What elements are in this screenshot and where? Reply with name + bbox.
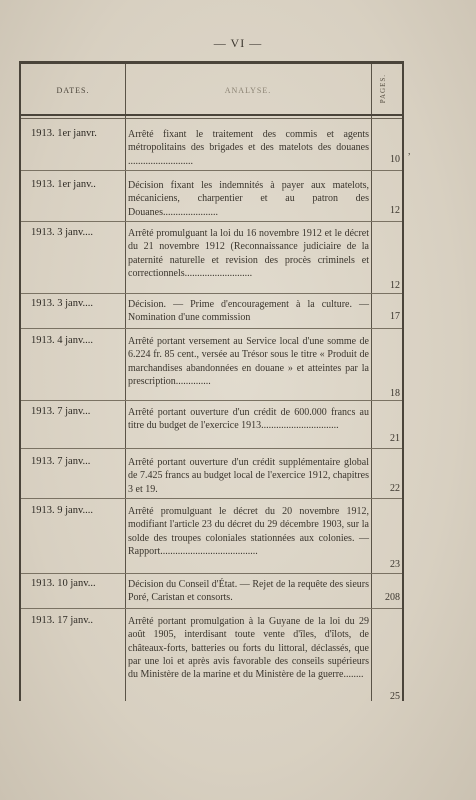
row-divider xyxy=(21,498,402,499)
row-date: 1913. 7 janv... xyxy=(31,456,91,467)
row-analysis: Arrêté portant ouverture d'un crédit supplémentaire global de 7.425 francs au budget local de l'exercice 1912, chapitres 3 et 19. xyxy=(128,457,369,495)
row-divider xyxy=(21,170,402,171)
row-divider xyxy=(21,400,402,401)
row-divider xyxy=(21,448,402,449)
row-page: 208 xyxy=(385,592,400,603)
row-date: 1913. 4 janv.... xyxy=(31,335,94,346)
row-date: 1913. 9 janv.... xyxy=(31,505,94,516)
row-analysis: Arrêté portant versement au Service local d'une somme de 6.224 fr. 85 cent., versée au Trésor sous le titre « Produit de marchandises abandonnées en douane » et atteintes par la prescription.............. xyxy=(128,336,369,387)
margin-mark: , xyxy=(408,146,411,157)
row-date: 1913. 17 janv.. xyxy=(31,615,94,626)
row-page: 21 xyxy=(390,433,400,444)
row-analysis: Décision du Conseil d'État. — Rejet de la requête des sieurs Poré, Caristan et consorts. xyxy=(128,579,369,604)
row-date: 1913. 10 janv... xyxy=(31,578,96,589)
row-page: 18 xyxy=(390,388,400,399)
header-dates: DATES. xyxy=(56,86,90,95)
row-analysis: Arrêté portant ouverture d'un crédit de 600.000 francs au titre du budget de l'exercice 1913............................... xyxy=(128,407,369,432)
row-date: 1913. 3 janv.... xyxy=(31,298,94,309)
row-analysis: Arrêté promulguant le décret du 20 novembre 1912, modifiant l'article 23 du décret du 29 décembre 1903, sur la solde des troupes coloniales stationnées aux colonies. — Rapport....................................... xyxy=(128,506,369,557)
row-date: 1913. 3 janv.... xyxy=(31,227,94,238)
row-page: 17 xyxy=(390,311,400,322)
column-divider-pages xyxy=(371,64,372,701)
row-page: 25 xyxy=(390,691,400,702)
row-analysis: Arrêté fixant le traitement des commis et agents métropolitains des brigades et des matelots des douanes .......................... xyxy=(128,129,369,167)
row-date: 1913. 1er janvr. xyxy=(31,128,97,139)
row-page: 10 xyxy=(390,154,400,165)
row-page: 12 xyxy=(390,205,400,216)
row-date: 1913. 1er janv.. xyxy=(31,179,96,190)
row-divider xyxy=(21,328,402,329)
row-analysis: Décision. — Prime d'encouragement à la culture. — Nomination d'une commission xyxy=(128,299,369,324)
row-page: 23 xyxy=(390,559,400,570)
row-page: 22 xyxy=(390,483,400,494)
row-divider xyxy=(21,608,402,609)
row-divider xyxy=(21,573,402,574)
header-rule xyxy=(21,114,402,116)
row-analysis: Décision fixant les indemnités à payer aux matelots, mécaniciens, charpentier et au patron des Douanes...................... xyxy=(128,180,369,218)
header-pages: PAGES. xyxy=(379,74,387,104)
page-number: — VI — xyxy=(213,36,263,50)
row-divider xyxy=(21,221,402,222)
header-analysis: ANALYSE. xyxy=(224,86,272,95)
index-table xyxy=(19,61,404,701)
column-divider-dates xyxy=(125,64,126,701)
row-page: 12 xyxy=(390,280,400,291)
row-analysis: Arrêté promulguant la loi du 16 novembre 1912 et le décret du 21 novembre 1912 (Reconnaissance judiciaire de la paternité naturelle et revision des procès criminels et correctionnels........................... xyxy=(128,228,369,279)
row-divider xyxy=(21,293,402,294)
row-analysis: Arrêté portant promulgation à la Guyane de la loi du 29 août 1905, interdisant toute vente d'îles, d'îlots, de châteaux-forts, batteries ou forts du littoral, déclassés, que par une loi et après avis favorable des conseils supérieurs du Ministère de la marine et du Ministère de la guerre........ xyxy=(128,616,369,681)
header-rule-thin xyxy=(21,118,402,119)
row-date: 1913. 7 janv... xyxy=(31,406,91,417)
